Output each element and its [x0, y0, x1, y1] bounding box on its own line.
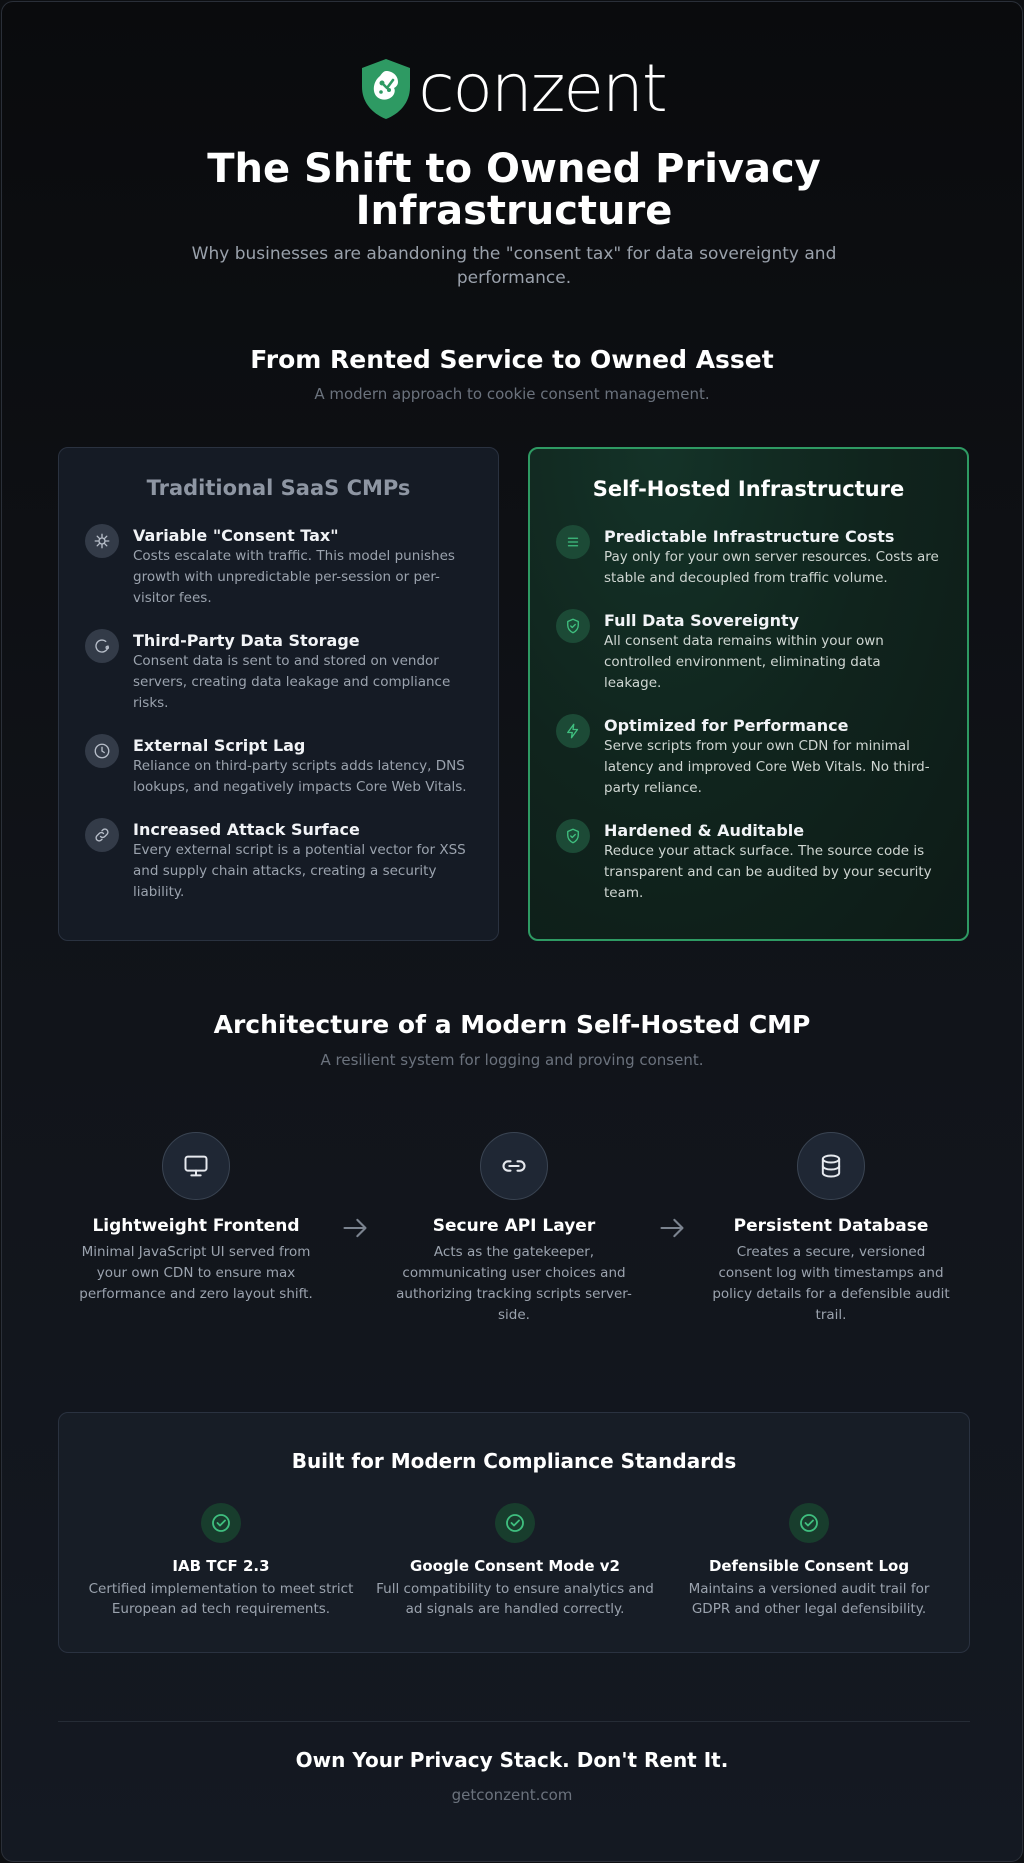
infographic [1, 1, 1023, 1862]
arch-step-desc: Minimal JavaScript UI served from your own CDN to ensure max performance and zero layout shift. [79, 1244, 313, 1302]
list-item [85, 526, 472, 609]
database-icon [797, 1132, 865, 1200]
link-icon [480, 1132, 548, 1200]
arch-step-database [711, 1132, 951, 1326]
list-item [85, 736, 472, 798]
self-hosted-heading: Self-Hosted Infrastructure [592, 477, 905, 501]
compliance-name: Defensible Consent Log [708, 1557, 910, 1575]
item-desc: Serve scripts from your own CDN for minimal latency and improved Core Web Vitals. No third-party reliance. [604, 738, 930, 796]
item-desc: Pay only for your own server resources. Costs are stable and decoupled from traffic volume. [604, 549, 939, 586]
monitor-icon [162, 1132, 230, 1200]
compliance-desc: Maintains a versioned audit trail for GDPR and other legal defensibility. [688, 1581, 930, 1617]
item-title: Variable "Consent Tax" [133, 526, 339, 545]
logo [2, 50, 1022, 127]
item-title: External Script Lag [133, 736, 306, 755]
virus-icon [85, 524, 119, 558]
list-item [556, 821, 941, 904]
arch-step-title: Secure API Layer [432, 1216, 596, 1236]
list-item [556, 611, 941, 694]
item-title: Third-Party Data Storage [133, 631, 360, 650]
logo-wordmark: conzent [418, 50, 666, 127]
comparison-subtitle: A modern approach to cookie consent management. [314, 385, 710, 403]
self-hosted-card [528, 447, 969, 941]
arch-step-title: Persistent Database [733, 1216, 929, 1236]
list-item [85, 820, 472, 903]
item-desc: Reduce your attack surface. The source code is transparent and can be audited by your security team. [604, 843, 932, 901]
arrow-right-icon [658, 1214, 686, 1242]
refresh-icon [85, 629, 119, 663]
compliance-item [375, 1503, 655, 1619]
divider [58, 1721, 970, 1722]
item-desc: Consent data is sent to and stored on vendor servers, creating data leakage and compliance risks. [133, 653, 451, 711]
shield-check-icon [556, 609, 590, 643]
item-title: Optimized for Performance [604, 716, 849, 735]
shield-check-icon [556, 819, 590, 853]
item-desc: All consent data remains within your own controlled environment, eliminating data leakage. [604, 633, 884, 691]
item-desc: Costs escalate with traffic. This model punishes growth with unpredictable per-session or per-visitor fees. [133, 548, 455, 606]
lines-icon [556, 525, 590, 559]
architecture-title: Architecture of a Modern Self-Hosted CMP [213, 1010, 811, 1039]
saas-cmp-card [58, 447, 499, 941]
item-desc: Every external script is a potential vector for XSS and supply chain attacks, creating a security liability. [133, 842, 466, 900]
arch-step-frontend [76, 1132, 316, 1305]
check-circle-icon [789, 1503, 829, 1543]
compliance-title: Built for Modern Compliance Standards [291, 1449, 737, 1473]
arch-step-desc: Acts as the gatekeeper, communicating user choices and authorizing tracking scripts server-side. [396, 1244, 632, 1323]
compliance-name: IAB TCF 2.3 [172, 1557, 270, 1575]
page-subtitle: Why businesses are abandoning the "consent tax" for data sovereignty and performance. [191, 244, 837, 288]
arch-step-title: Lightweight Frontend [92, 1216, 300, 1236]
item-desc: Reliance on third-party scripts adds latency, DNS lookups, and negatively impacts Core Web Vitals. [133, 758, 467, 795]
clock-icon [85, 734, 119, 768]
arch-step-api [394, 1132, 634, 1326]
architecture-subtitle: A resilient system for logging and proving consent. [320, 1051, 704, 1069]
saas-cmp-heading: Traditional SaaS CMPs [146, 476, 411, 500]
item-title: Hardened & Auditable [604, 821, 805, 840]
list-item [556, 716, 941, 799]
link-icon [85, 818, 119, 852]
list-item [556, 527, 941, 589]
check-circle-icon [495, 1503, 535, 1543]
check-circle-icon [201, 1503, 241, 1543]
arch-step-desc: Creates a secure, versioned consent log with timestamps and policy details for a defensible audit trail. [712, 1244, 950, 1323]
lightning-icon [556, 714, 590, 748]
footer-tagline: Own Your Privacy Stack. Don't Rent It. [295, 1748, 729, 1772]
compliance-item [669, 1503, 949, 1619]
list-item [85, 631, 472, 714]
compliance-desc: Certified implementation to meet strict European ad tech requirements. [88, 1581, 354, 1617]
compliance-desc: Full compatibility to ensure analytics and ad signals are handled correctly. [376, 1581, 654, 1617]
shield-logo-icon [358, 57, 414, 121]
footer-url[interactable]: getconzent.com [451, 1786, 573, 1804]
item-title: Increased Attack Surface [133, 820, 360, 839]
page-title: The Shift to Owned Privacy Infrastructure [207, 146, 821, 234]
compliance-item [81, 1503, 361, 1619]
item-title: Predictable Infrastructure Costs [604, 527, 895, 546]
arrow-right-icon [341, 1214, 369, 1242]
comparison-title: From Rented Service to Owned Asset [250, 345, 774, 374]
compliance-panel [58, 1412, 970, 1653]
item-title: Full Data Sovereignty [604, 611, 800, 630]
compliance-name: Google Consent Mode v2 [410, 1557, 620, 1575]
